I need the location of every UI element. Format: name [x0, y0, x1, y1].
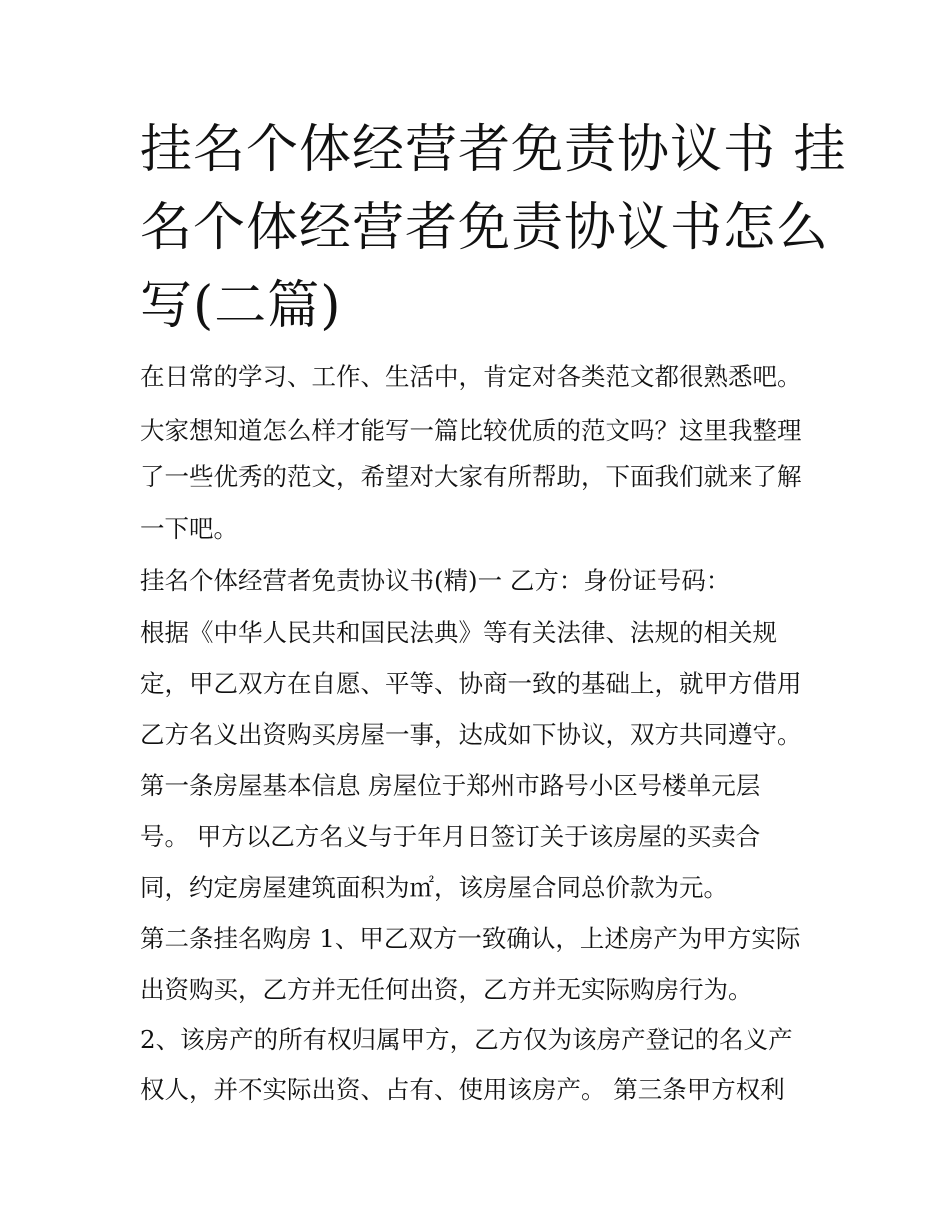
body-line-7: 定，甲乙双方在自愿、平等、协商一致的基础上，就甲方借用	[140, 669, 802, 698]
document-title-line-2: 名个体经营者免责协议书怎么	[140, 198, 830, 258]
document-title-line-1: 挂名个体经营者免责协议书 挂	[140, 120, 847, 180]
body-line-12: 第二条挂名购房 1、甲乙双方一致确认，上述房产为甲方实际	[140, 924, 801, 953]
body-line-11: 同，约定房屋建筑面积为㎡，该房屋合同总价款为元。	[140, 873, 728, 902]
body-line-9: 第一条房屋基本信息 房屋位于郑州市路号小区号楼单元层	[140, 771, 761, 800]
body-line-1: 在日常的学习、工作、生活中，肯定对各类范文都很熟悉吧。	[140, 362, 802, 391]
body-line-5: 挂名个体经营者免责协议书(精)一 乙方：身份证号码：	[140, 566, 731, 595]
body-line-2: 大家想知道怎么样才能写一篇比较优质的范文吗？这里我整理	[140, 416, 802, 445]
body-line-10: 号。 甲方以乙方名义与于年月日签订关于该房屋的买卖合	[140, 822, 761, 851]
body-line-8: 乙方名义出资购买房屋一事，达成如下协议，双方共同遵守。	[140, 720, 802, 749]
body-line-14: 2、该房产的所有权归属甲方，乙方仅为该房产登记的名义产	[140, 1025, 793, 1054]
body-line-6: 根据《中华人民共和国民法典》等有关法律、法规的相关规	[140, 618, 777, 647]
body-line-3: 了一些优秀的范文，希望对大家有所帮助，下面我们就来了解	[140, 462, 802, 491]
body-line-4: 一下吧。	[140, 514, 238, 543]
body-line-13: 出资购买，乙方并无任何出资，乙方并无实际购房行为。	[140, 975, 753, 1004]
body-line-15: 权人，并不实际出资、占有、使用该房产。 第三条甲方权利	[140, 1075, 785, 1104]
document-title-line-3: 写(二篇)	[140, 276, 342, 336]
